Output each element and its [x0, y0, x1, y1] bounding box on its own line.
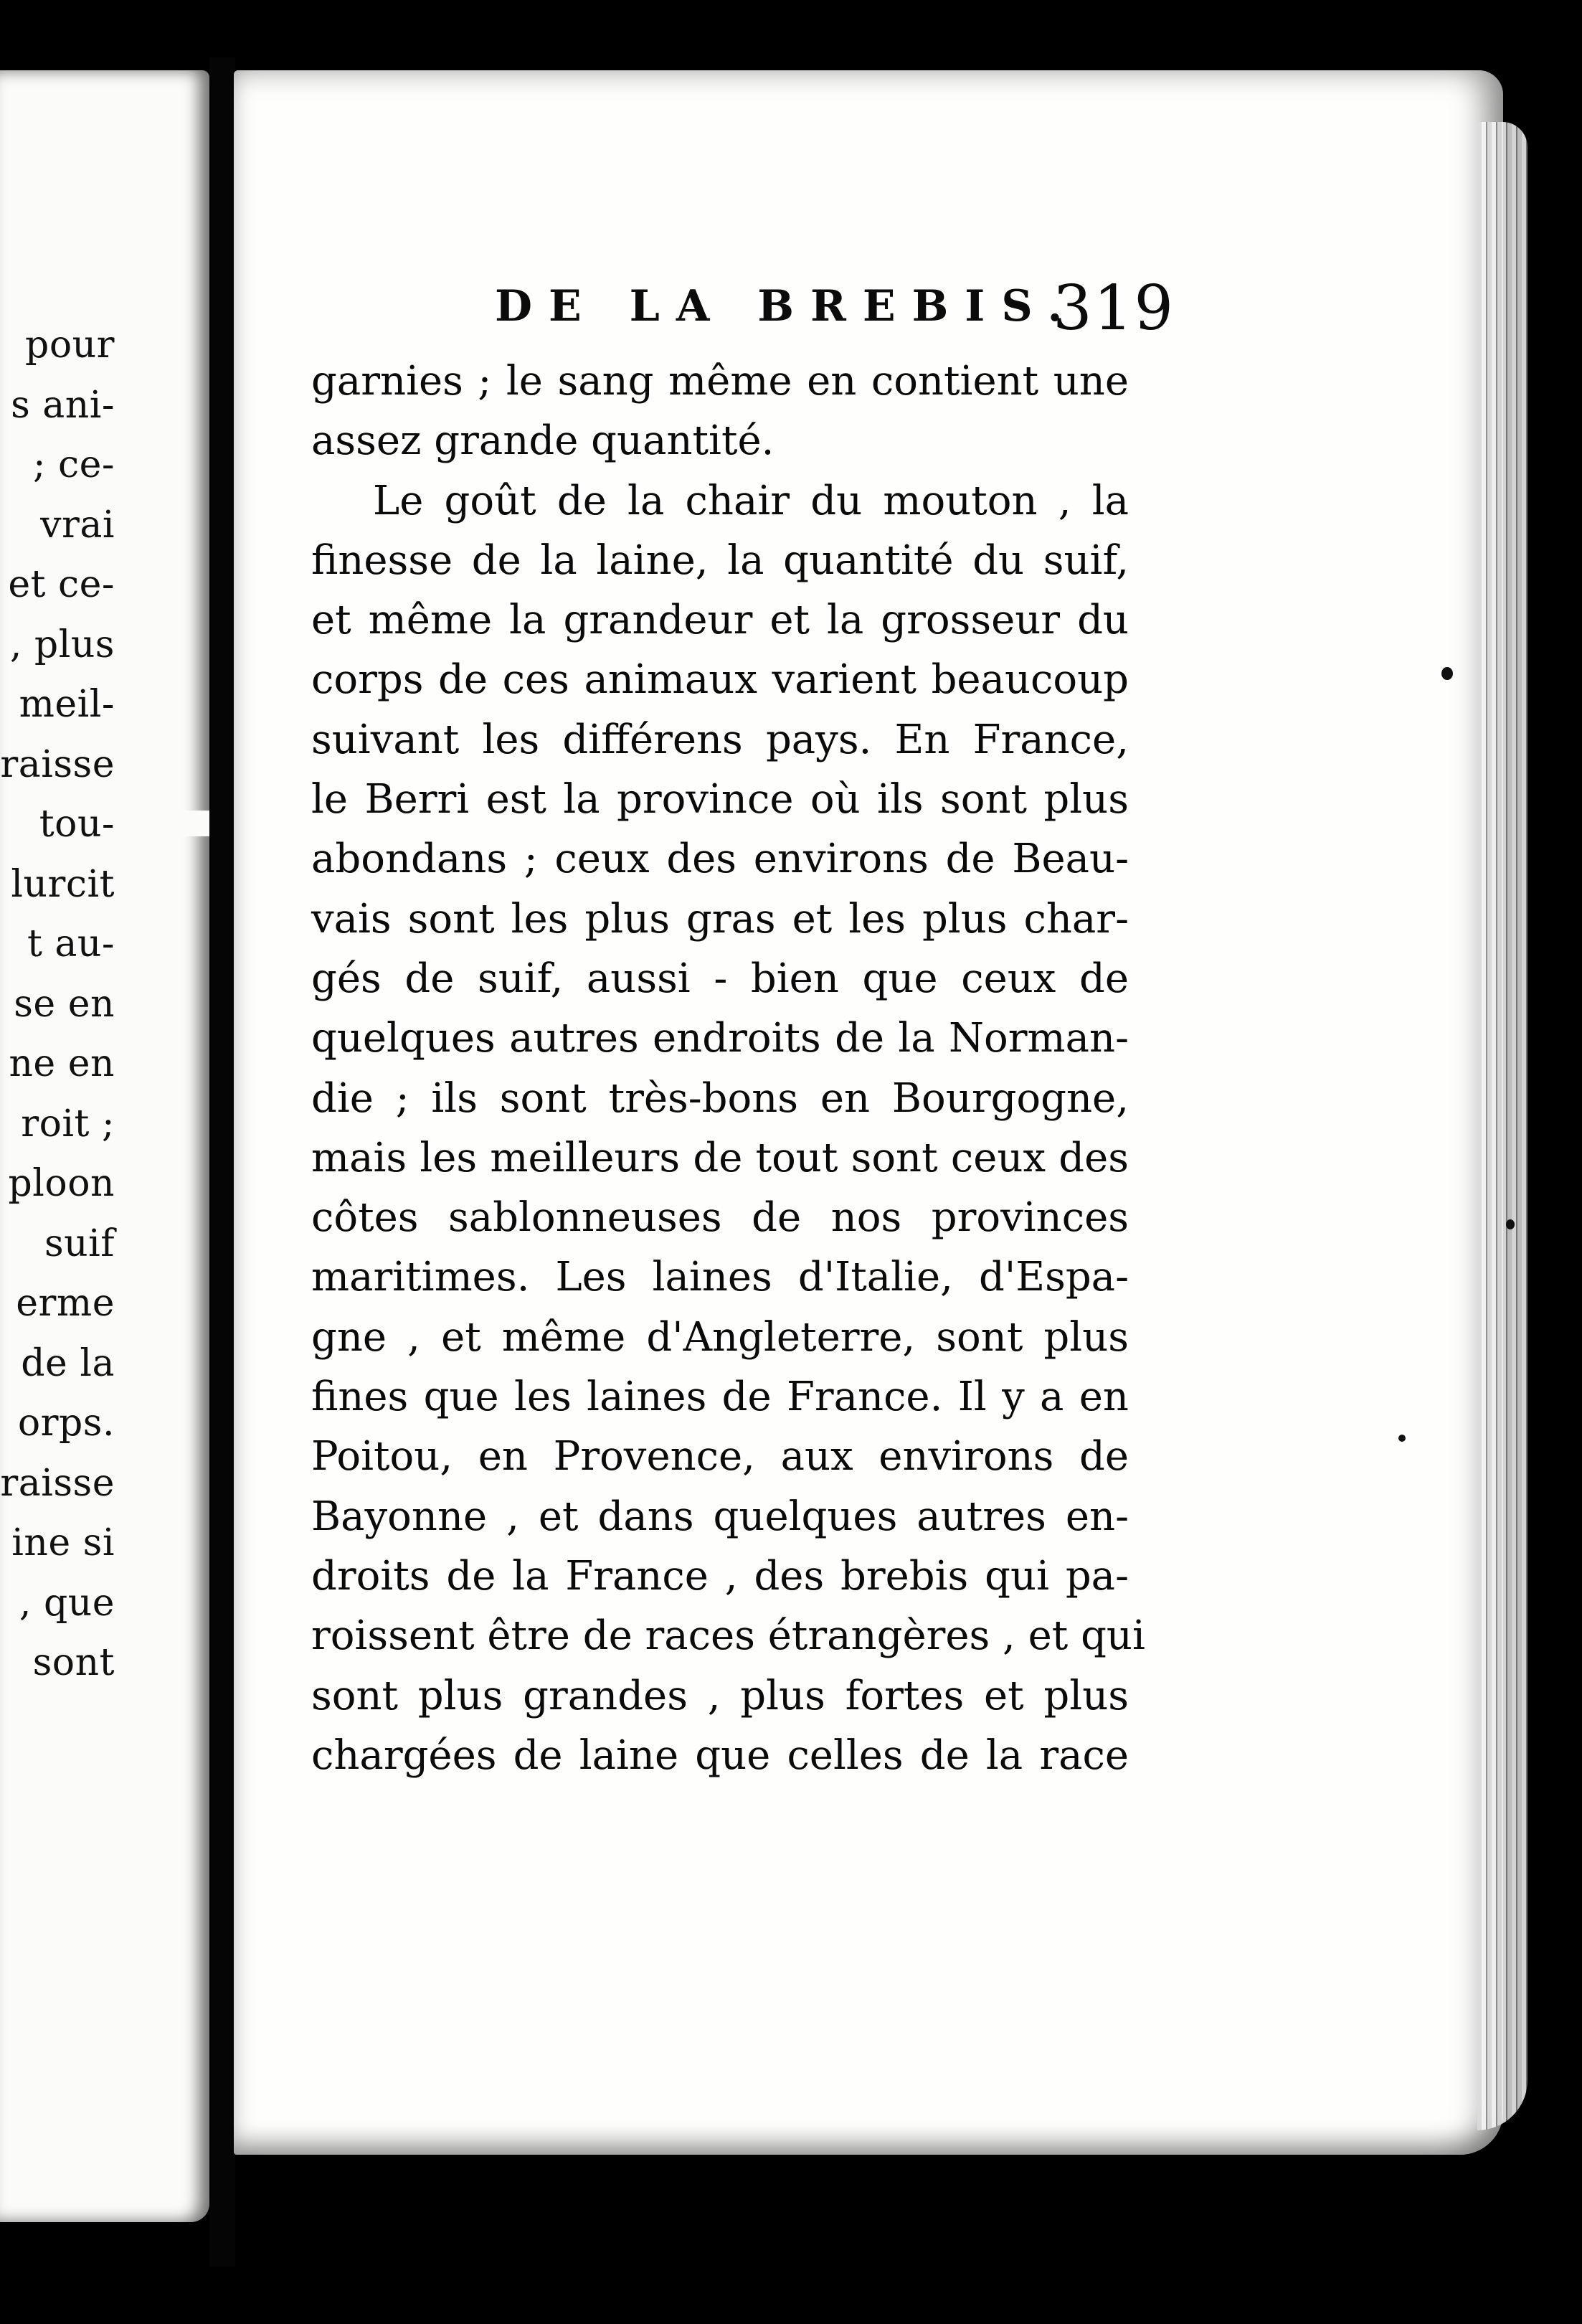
facing-page-line: meil-: [19, 683, 115, 726]
facing-page-line: erme: [16, 1282, 115, 1325]
facing-page-line: s ani-: [11, 383, 115, 427]
facing-page-line: de la: [21, 1341, 115, 1385]
facing-page-line: pour: [25, 323, 115, 367]
text-line: et même la grandeur et la grosseur du: [311, 597, 1129, 644]
facing-page-line: se en: [14, 982, 115, 1026]
text-line: Bayonne , et dans quelques autres en-: [311, 1493, 1129, 1540]
facing-page-line: ploon: [8, 1162, 115, 1205]
text-line: gés de suif, aussi - bien que ceux de: [311, 955, 1129, 1002]
facing-page-line: et ce-: [8, 563, 115, 606]
facing-page-line: orps.: [17, 1402, 115, 1445]
text-line: le Berri est la province où ils sont plus: [311, 776, 1129, 823]
facing-page-line: ; ce-: [32, 443, 115, 486]
text-line: sont plus grandes , plus fortes et plus: [311, 1672, 1129, 1719]
ink-spot: [1441, 667, 1453, 680]
text-line: roissent être de races étrangères , et qui: [311, 1612, 1145, 1660]
facing-page-line: raisse: [0, 742, 115, 786]
ink-spot: [1398, 1435, 1406, 1442]
facing-page-line: raisse: [0, 1461, 115, 1505]
text-line: garnies ; le sang même en contient une: [311, 358, 1129, 405]
text-line: chargées de laine que celles de la race: [311, 1732, 1129, 1779]
facing-page-line: t au-: [27, 922, 115, 965]
text-line: corps de ces animaux varient beaucoup: [311, 656, 1129, 704]
text-line: fines que les laines de France. Il y a en: [311, 1374, 1129, 1421]
text-line: finesse de la laine, la quantité du suif,: [311, 537, 1129, 584]
ink-spot: [1506, 1219, 1515, 1229]
text-line: droits de la France , des brebis qui pa-: [311, 1552, 1129, 1600]
text-line: gne , et même d'Angleterre, sont plus: [311, 1313, 1129, 1361]
facing-page-line: suif: [44, 1222, 115, 1265]
text-line: Le goût de la chair du mouton , la: [373, 477, 1129, 524]
text-line: suivant les différens pays. En France,: [311, 716, 1129, 763]
body-text: [311, 351, 1145, 1785]
facing-page-line: ine si: [11, 1521, 115, 1564]
page-number: 319: [1053, 273, 1175, 344]
text-line: die ; ils sont très-bons en Bourgogne,: [311, 1074, 1129, 1122]
text-line: abondans ; ceux des environs de Beau-: [311, 836, 1129, 883]
text-line: côtes sablonneuses de nos provinces: [311, 1194, 1129, 1242]
page-edges: [1477, 122, 1527, 2130]
facing-page-text: [0, 316, 115, 1694]
facing-page-line: sont: [32, 1641, 115, 1684]
facing-page-line: vrai: [40, 503, 115, 547]
text-line: maritimes. Les laines d'Italie, d'Espa-: [311, 1254, 1129, 1301]
text-line: vais sont les plus gras et les plus char-: [311, 895, 1129, 943]
facing-page-line: lurcit: [11, 862, 115, 906]
facing-page-line: , que: [19, 1581, 115, 1625]
book-gutter: [209, 57, 235, 2267]
text-line: assez grande quantité.: [311, 417, 775, 465]
facing-page-line: , plus: [9, 623, 115, 666]
facing-page-line: tou-: [39, 803, 115, 846]
text-line: mais les meilleurs de tout sont ceux des: [311, 1134, 1129, 1181]
text-line: Poitou, en Provence, aux environs de: [311, 1433, 1129, 1480]
running-head: DE LA BREBIS.: [495, 281, 1079, 331]
facing-page-line: roit ;: [21, 1102, 115, 1146]
text-line: quelques autres endroits de la Norman-: [311, 1015, 1129, 1062]
facing-page-line: ne en: [9, 1042, 115, 1085]
